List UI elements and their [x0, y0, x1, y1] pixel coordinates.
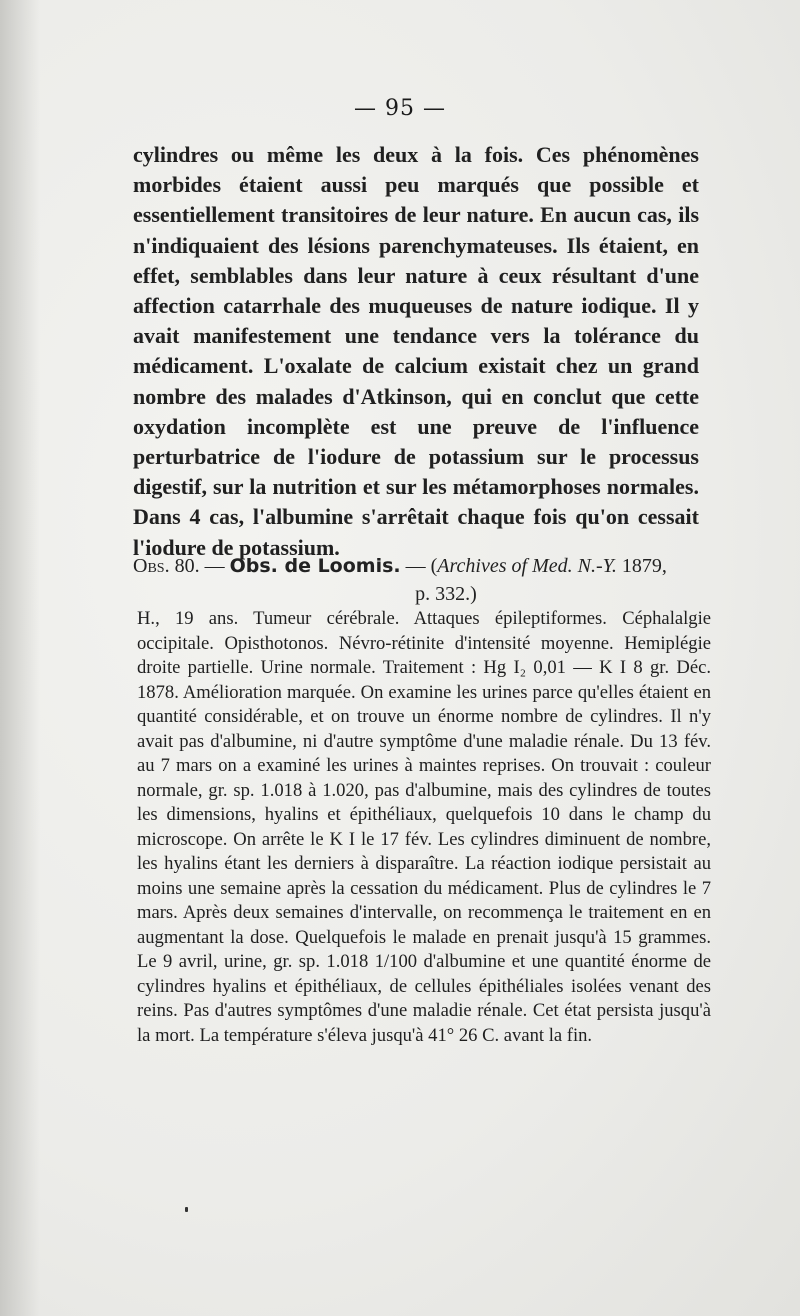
observation-source: Archives of Med. N.-Y. [437, 555, 617, 577]
ink-speck [185, 1207, 188, 1212]
observation-text-block [137, 607, 711, 1048]
binding-shadow [0, 0, 40, 1316]
observation-pages: p. 332.) [415, 583, 477, 605]
main-text-block [133, 140, 699, 563]
observation-dash: — [199, 555, 230, 577]
observation-heading [133, 552, 699, 608]
observation-dash2: — ( [400, 555, 438, 577]
page-number: — 95 — [354, 96, 446, 121]
observation-paragraph: H., 19 ans. Tumeur cérébrale. Attaques épileptiformes. Céphalalgie occipitale. Opisthotonos. Névro-rétinite d'intensité moyenne. Hemiplégie droite partielle. Urine normale. Traitement : Hg I₂ 0,01 — K I 8 gr. Déc. 1878. Amélioration marquée. On examine les urines parce qu'elles étaient en quantité considérable, et on trouve un énorme nombre de cylindres. Il n'y avait pas d'albumine, ni d'autre symptôme d'une maladie rénale. Du 13 fév. au 7 mars on a examiné les urines à maintes reprises. On trouvait : couleur normale, gr. sp. 1.018 à 1.020, pas d'albumine, mais des cylindres de toutes les dimensions, hyalins et épithéliaux, quelquefois 10 dans le champ du microscope. On arrête le K I le 17 fév. Les cylindres diminuent de nombre, les hyalins étant les derniers à disparaître. La réaction iodique persistait au moins une semaine après la cessation du médicament. Plus de cylindres le 7 mars. Après deux semaines d'intervalle, on recommença le traitement en en augmentant la dose. Quelquefois le malade en prenait jusqu'à 15 grammes. Le 9 avril, urine, gr. sp. 1.018 1/100 d'albumine et une quantité énorme de cylindres hyalins et épithéliaux, de cellules épithéliales isolées venant des reins. Pas d'autres symptômes d'une maladie rénale. Cet état persista jusqu'à la mort. La température s'éleva jusqu'à 41° 26 C. avant la fin. [137, 608, 711, 1046]
observation-year: 1879, [616, 555, 667, 577]
observation-author: Obs. de Loomis. [229, 555, 401, 577]
main-paragraph: cylindres ou même les deux à la fois. Ces phénomènes morbides étaient aussi peu marqués que possible et essentiellement transitoires de leur nature. En aucun cas, ils n'indiquaient des lésions parenchymateuses. Ils étaient, en effet, semblables dans leur nature à ceux résultant d'une affection catarrhale des muqueuses de nature iodique. Il y avait manifestement une tendance vers la tolérance du médicament. L'oxalate de calcium existait chez un grand nombre des malades d'Atkinson, qui en conclut que cette oxydation incomplète est une preuve de l'influence perturbatrice de l'iodure de potassium sur le processus digestif, sur la nutrition et sur les métamorphoses normales. Dans 4 cas, l'albumine s'arrêtait chaque fois qu'on cessait l'iodure de potassium. [133, 142, 699, 560]
observation-label: Obs. 80. [133, 555, 200, 577]
